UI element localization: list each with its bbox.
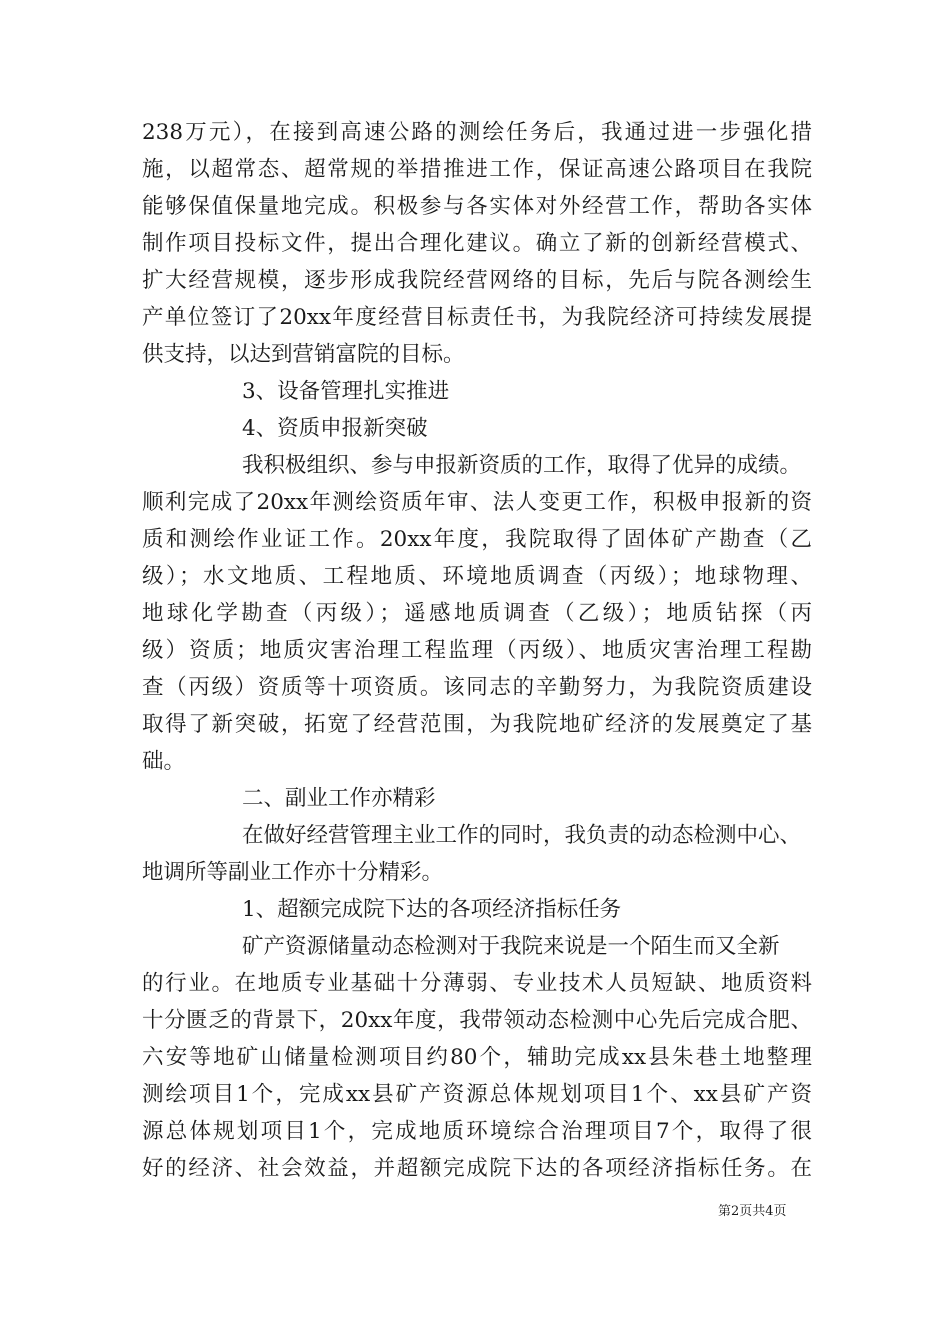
text-line: 扩大经营规模，逐步形成我院经营网络的目标，先后与院各测绘生 <box>142 268 812 293</box>
text-line: 质和测绘作业证工作。20xx年度，我院取得了固体矿产勘查（乙 <box>142 527 812 552</box>
text-line: 二、副业工作亦精彩 <box>242 786 436 811</box>
text-line: 产单位签订了20xx年度经营目标责任书，为我院经济可持续发展提 <box>142 305 812 330</box>
text-line: 在做好经营管理主业工作的同时，我负责的动态检测中心、 <box>242 823 802 848</box>
text-line: 供支持，以达到营销富院的目标。 <box>142 342 465 367</box>
text-line: 4、资质申报新突破 <box>242 416 428 441</box>
text-line: 顺利完成了20xx年测绘资质年审、法人变更工作，积极申报新的资 <box>142 490 812 515</box>
text-line: 施，以超常态、超常规的举措推进工作，保证高速公路项目在我院 <box>142 157 812 182</box>
text-line: 取得了新突破，拓宽了经营范围，为我院地矿经济的发展奠定了基 <box>142 712 812 737</box>
text-line: 能够保值保量地完成。积极参与各实体对外经营工作，帮助各实体 <box>142 194 812 219</box>
text-line: 测绘项目1个，完成xx县矿产资源总体规划项目1个、xx县矿产资 <box>142 1082 812 1107</box>
text-line: 六安等地矿山储量检测项目约80个，辅助完成xx县朱巷土地整理 <box>142 1045 812 1070</box>
text-line: 制作项目投标文件，提出合理化建议。确立了新的创新经营模式、 <box>142 231 812 256</box>
document-body <box>142 114 812 1187</box>
text-line: 地球化学勘查（丙级）；遥感地质调查（乙级）；地质钻探（丙 <box>142 601 812 626</box>
page-number: 第2页共4页 <box>718 1204 787 1219</box>
text-line: 级）；水文地质、工程地质、环境地质调查（丙级）；地球物理、 <box>142 564 812 589</box>
text-line: 地调所等副业工作亦十分精彩。 <box>142 860 444 885</box>
text-line: 的行业。在地质专业基础十分薄弱、专业技术人员短缺、地质资料 <box>142 971 812 996</box>
text-line: 1、超额完成院下达的各项经济指标任务 <box>242 897 622 922</box>
text-line: 好的经济、社会效益，并超额完成院下达的各项经济指标任务。在 <box>142 1156 812 1181</box>
text-line: 3、设备管理扎实推进 <box>242 379 450 404</box>
text-line: 源总体规划项目1个，完成地质环境综合治理项目7个，取得了很 <box>142 1119 812 1144</box>
text-line: 十分匮乏的背景下，20xx年度，我带领动态检测中心先后完成合肥、 <box>142 1008 812 1033</box>
text-line: 级）资质；地质灾害治理工程监理（丙级）、地质灾害治理工程勘 <box>142 638 812 663</box>
text-line: 础。 <box>142 749 186 774</box>
text-line: 我积极组织、参与申报新资质的工作，取得了优异的成绩。 <box>242 453 802 478</box>
text-line: 查（丙级）资质等十项资质。该同志的辛勤努力，为我院资质建设 <box>142 675 812 700</box>
text-line: 矿产资源储量动态检测对于我院来说是一个陌生而又全新 <box>242 934 780 959</box>
text-line: 238万元），在接到高速公路的测绘任务后，我通过进一步强化措 <box>142 120 812 145</box>
